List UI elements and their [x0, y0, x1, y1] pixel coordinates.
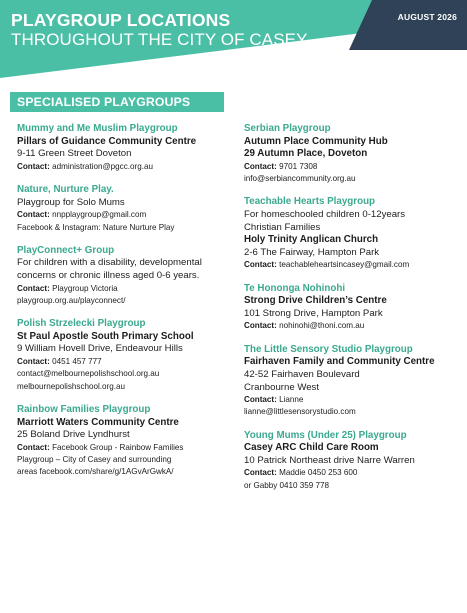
website-link[interactable]: playgroup.org.au/playconnect/: [17, 295, 126, 305]
address-line: 9-11 Green Street Doveton: [17, 148, 132, 160]
venue-name: Pillars of Guidance Community Centre: [17, 135, 197, 147]
address-line: 2-6 The Fairway, Hampton Park: [244, 246, 380, 258]
playgroup-title: Nature, Nurture Play.: [17, 184, 114, 196]
contact-value[interactable]: administration@pgcc.org.au: [52, 161, 153, 171]
contact-value[interactable]: teachableheartsincasey@gmail.com: [279, 260, 410, 270]
playgroup-entry: [244, 430, 459, 492]
description-line: concerns or chronic illness aged 0-6 years.: [17, 270, 200, 282]
venue-address: 29 Autumn Place, Doveton: [244, 148, 368, 160]
contact-line: [244, 161, 459, 173]
venue-name: Marriott Waters Community Centre: [17, 416, 179, 428]
contact-label: Contact:: [244, 468, 277, 478]
playgroup-entry: [244, 283, 459, 333]
contact-value[interactable]: 0451 457 777: [52, 357, 102, 367]
description-line: Playgroup for Solo Mums: [17, 196, 125, 208]
venue-name: Casey ARC Child Care Room: [244, 442, 379, 454]
social-line: Facebook & Instagram: Nature Nurture Play: [17, 222, 175, 232]
address-line: 25 Boland Drive Lyndhurst: [17, 429, 130, 441]
contact-label: Contact:: [17, 283, 50, 293]
contact-line: [244, 394, 459, 406]
contact-label: Contact:: [17, 442, 50, 452]
contact-label: Contact:: [244, 161, 277, 171]
contact-value: Facebook Group - Rainbow Families: [52, 442, 184, 452]
playgroup-title: PlayConnect+ Group: [17, 244, 115, 256]
contact-value: Playgroup Victoria: [52, 283, 118, 293]
contact-line: [244, 320, 459, 332]
right-column: [244, 123, 459, 503]
email-link[interactable]: lianne@littlesensorystudio.com: [244, 407, 356, 417]
contact-continued: Playgroup – City of Casey and surrounding: [17, 454, 172, 464]
venue-name: Holy Trinity Anglican Church: [244, 234, 379, 246]
contact-label: Contact:: [244, 321, 277, 331]
contact-value[interactable]: Maddie 0450 253 600: [279, 468, 358, 478]
playgroup-entry: [244, 344, 459, 419]
address-line: 101 Strong Drive, Hampton Park: [244, 307, 383, 319]
playgroup-entry: [244, 196, 459, 271]
address-line: 10 Patrick Northeast drive Narre Warren: [244, 454, 415, 466]
address-line: 9 William Hovell Drive, Endeavour Hills: [17, 343, 183, 355]
section-title: SPECIALISED PLAYGROUPS: [10, 92, 224, 112]
contact-value[interactable]: nnpplaygroup@gmail.com: [52, 210, 147, 220]
email-link[interactable]: contact@melbournepolishschool.org.au: [17, 369, 160, 379]
contact-label: Contact:: [244, 260, 277, 270]
contact-line: [244, 467, 459, 479]
playgroup-title: Rainbow Families Playgroup: [17, 403, 151, 415]
playgroup-title: Polish Strzelecki Playgroup: [17, 318, 146, 330]
playgroup-title: Te Hononga Nohinohi: [244, 282, 346, 294]
playgroup-entry: [17, 404, 232, 479]
venue-name: Autumn Place Community Hub: [244, 135, 388, 147]
contact-line: [17, 283, 232, 295]
venue-name: St Paul Apostle South Primary School: [17, 330, 194, 342]
issue-date: AUGUST 2026: [397, 12, 457, 22]
contact-line: [244, 259, 459, 271]
contact-value[interactable]: 9701 7308: [279, 161, 318, 171]
venue-name: Fairhaven Family and Community Centre: [244, 356, 435, 368]
contact-label: Contact:: [17, 210, 50, 220]
playgroup-entry: [17, 318, 232, 393]
description-line: For children with a disability, developmental: [17, 257, 202, 269]
venue-name: Strong Drive Children’s Centre: [244, 295, 387, 307]
page-title: PLAYGROUP LOCATIONS: [11, 10, 231, 30]
contact-value: Lianne: [279, 395, 304, 405]
contact-label: Contact:: [17, 161, 50, 171]
contact-line: [17, 161, 232, 173]
playgroup-title: Mummy and Me Muslim Playgroup: [17, 123, 178, 134]
contact-line: [17, 442, 232, 454]
playgroup-title: Teachable Hearts Playgroup: [244, 196, 376, 208]
left-column: [17, 123, 232, 490]
contact-line: [17, 356, 232, 368]
contact-label: Contact:: [17, 357, 50, 367]
playgroup-title: The Little Sensory Studio Playgroup: [244, 343, 413, 355]
playgroup-entry: [17, 184, 232, 234]
address-line: Cranbourne West: [244, 381, 320, 393]
page-header: [0, 0, 467, 78]
contact-label: Contact:: [244, 395, 277, 405]
contact-line: [17, 209, 232, 221]
facebook-link[interactable]: areas facebook.com/share/g/1AGvArGwkA/: [17, 467, 174, 477]
description-line: Christian Families: [244, 221, 321, 233]
playgroup-entry: [17, 245, 232, 307]
website-link[interactable]: melbournepolishschool.org.au: [17, 381, 125, 391]
address-line: 42-52 Fairhaven Boulevard: [244, 368, 360, 380]
page-subtitle: THROUGHOUT THE CITY OF CASEY: [11, 30, 308, 49]
playgroup-title: Young Mums (Under 25) Playgroup: [244, 429, 407, 441]
contact-value[interactable]: nohinohi@thoni.com.au: [279, 321, 365, 331]
contact-continued[interactable]: or Gabby 0410 359 778: [244, 480, 330, 490]
playgroup-entry: [244, 123, 459, 185]
email-link[interactable]: info@serbiancommunity.org.au: [244, 174, 356, 184]
description-line: For homeschooled children 0-12years: [244, 208, 406, 220]
playgroup-title: Serbian Playgroup: [244, 123, 331, 134]
playgroup-entry: [17, 123, 232, 173]
